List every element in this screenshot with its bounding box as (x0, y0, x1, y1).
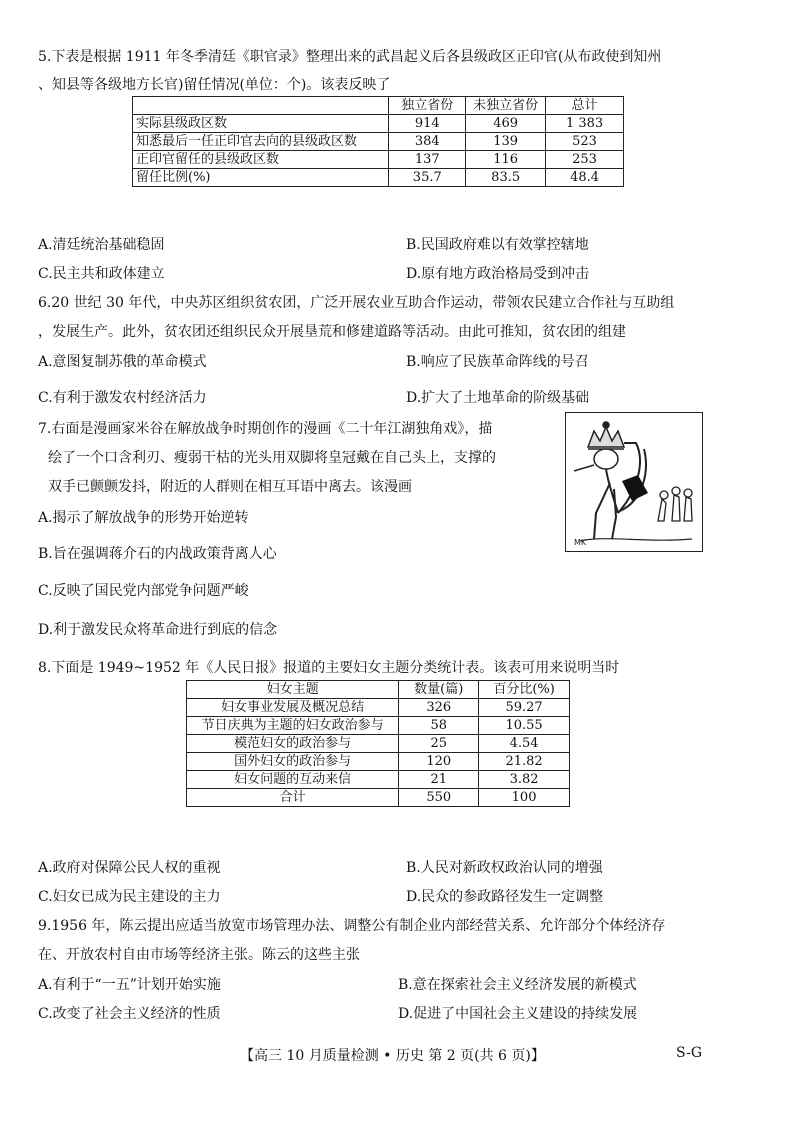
q7-option-b: B.旨在强调蒋介石的内战政策背离人心 (38, 546, 277, 562)
table-cell: 914 (389, 115, 466, 133)
q8-table (186, 680, 570, 807)
cartoon-illustration (565, 412, 703, 552)
q5-table (132, 96, 624, 187)
table-cell: 实际县级政区数 (133, 115, 389, 133)
q7-stem-line3: 双手已颤颤发抖，附近的人群则在相互耳语中离去。该漫画 (48, 479, 412, 495)
q9-option-a: A.有利于“一五”计划开始实施 (38, 977, 221, 993)
q8-table-header: 妇女主题 (187, 681, 399, 699)
q5-option-c: C.民主共和政体建立 (38, 266, 165, 282)
crown-icon (588, 422, 624, 449)
table-row (133, 169, 624, 187)
q5-table-header: 未独立省份 (466, 97, 546, 115)
table-cell: 116 (466, 151, 546, 169)
table-row (133, 115, 624, 133)
q8-option-b: B.人民对新政权政治认同的增强 (406, 860, 603, 876)
q9-stem-line1: 9.1956 年，陈云提出应适当放宽市场管理办法、调整公有制企业内部经营关系、允许部分个体经济存 (38, 918, 666, 934)
table-row (187, 699, 570, 717)
q8-option-c: C.妇女已成为民主建设的主力 (38, 889, 221, 905)
q8-option-a: A.政府对保障公民人权的重视 (38, 860, 221, 876)
q6-option-b: B.响应了民族革命阵线的号召 (406, 354, 589, 370)
q7-option-c: C.反映了国民党内部党争问题严峻 (38, 583, 249, 599)
table-cell: 550 (399, 789, 479, 807)
table-cell: 21 (399, 771, 479, 789)
q6-stem-line1: 6.20 世纪 30 年代，中央苏区组织贫农团，广泛开展农业互助合作运动，带领农民建立合作社与互助组 (38, 295, 675, 311)
table-row (133, 151, 624, 169)
table-cell: 59.27 (479, 699, 570, 717)
table-cell: 节日庆典为主题的妇女政治参与 (187, 717, 399, 735)
page-footer-code: S-G (676, 1045, 703, 1061)
table-cell: 523 (546, 133, 624, 151)
table-cell: 妇女问题的互动来信 (187, 771, 399, 789)
table-cell: 模范妇女的政治参与 (187, 735, 399, 753)
table-cell: 国外妇女的政治参与 (187, 753, 399, 771)
table-cell: 100 (479, 789, 570, 807)
table-row (187, 717, 570, 735)
q9-option-b: B.意在探索社会主义经济发展的新模式 (398, 977, 637, 993)
table-cell: 48.4 (546, 169, 624, 187)
table-cell: 知悉最后一任正印官去向的县级政区数 (133, 133, 389, 151)
table-cell: 10.55 (479, 717, 570, 735)
q6-stem-line2: ，发展生产。此外，贫农团还组织民众开展垦荒和修建道路等活动。由此可推知，贫农团的组建 (38, 324, 626, 340)
q8-option-d: D.民众的参政路径发生一定调整 (406, 889, 604, 905)
q9-option-c: C.改变了社会主义经济的性质 (38, 1006, 221, 1022)
q7-stem-line1: 7.右面是漫画家米谷在解放战争时期创作的漫画《二十年江湖独角戏》，描 (38, 421, 493, 437)
table-cell: 469 (466, 115, 546, 133)
q6-option-a: A.意图复制苏俄的革命模式 (38, 354, 207, 370)
table-row (187, 735, 570, 753)
q5-option-d: D.原有地方政治格局受到冲击 (406, 266, 590, 282)
cartoon-drawing (566, 413, 702, 551)
table-cell: 合计 (187, 789, 399, 807)
q8-table-header: 数量(篇) (399, 681, 479, 699)
table-cell: 83.5 (466, 169, 546, 187)
table-cell: 384 (389, 133, 466, 151)
q5-table-header: 总计 (546, 97, 624, 115)
table-cell: 妇女事业发展及概况总结 (187, 699, 399, 717)
q5-table-header: 独立省份 (389, 97, 466, 115)
table-cell: 137 (389, 151, 466, 169)
cartoon-signature: MK (574, 538, 587, 547)
q5-stem-line2: 、知县等各级地方长官)留任情况(单位：个)。该表反映了 (38, 77, 391, 93)
table-row (187, 771, 570, 789)
table-row (187, 789, 570, 807)
q5-stem-line1: 5.下表是根据 1911 年冬季清廷《职官录》整理出来的武昌起义后各县级政区正印官(从布政使到知州 (38, 49, 662, 65)
table-cell: 25 (399, 735, 479, 753)
q8-table-header: 百分比(%) (479, 681, 570, 699)
q7-option-a: A.揭示了解放战争的形势开始逆转 (38, 510, 249, 526)
table-cell: 35.7 (389, 169, 466, 187)
q7-stem-line2: 绘了一个口含利刃、瘦弱干枯的光头用双脚将皇冠戴在自己头上，支撑的 (48, 450, 496, 466)
table-cell: 120 (399, 753, 479, 771)
q8-stem-line1: 8.下面是 1949~1952 年《人民日报》报道的主要妇女主题分类统计表。该表可用来说明当时 (38, 660, 620, 676)
table-cell: 21.82 (479, 753, 570, 771)
q6-option-c: C.有利于激发农村经济活力 (38, 390, 207, 406)
table-cell: 326 (399, 699, 479, 717)
table-cell: 253 (546, 151, 624, 169)
q5-option-b: B.民国政府难以有效掌控辖地 (406, 237, 589, 253)
q7-option-d: D.利于激发民众将革命进行到底的信念 (38, 622, 278, 638)
q5-option-a: A.清廷统治基础稳固 (38, 237, 165, 253)
q9-stem-line2: 在、开放农村自由市场等经济主张。陈云的这些主张 (38, 947, 360, 963)
q6-option-d: D.扩大了土地革命的阶级基础 (406, 390, 590, 406)
table-cell: 留任比例(%) (133, 169, 389, 187)
table-cell: 4.54 (479, 735, 570, 753)
table-cell: 3.82 (479, 771, 570, 789)
q5-table-header (133, 97, 389, 115)
table-cell: 139 (466, 133, 546, 151)
table-row (187, 753, 570, 771)
table-cell: 58 (399, 717, 479, 735)
table-row (133, 133, 624, 151)
q9-option-d: D.促进了中国社会主义建设的持续发展 (398, 1006, 638, 1022)
page-footer-title: 【高三 10 月质量检测 • 历史 第 2 页(共 6 页)】 (240, 1048, 545, 1064)
table-cell: 1 383 (546, 115, 624, 133)
table-cell: 正印官留任的县级政区数 (133, 151, 389, 169)
